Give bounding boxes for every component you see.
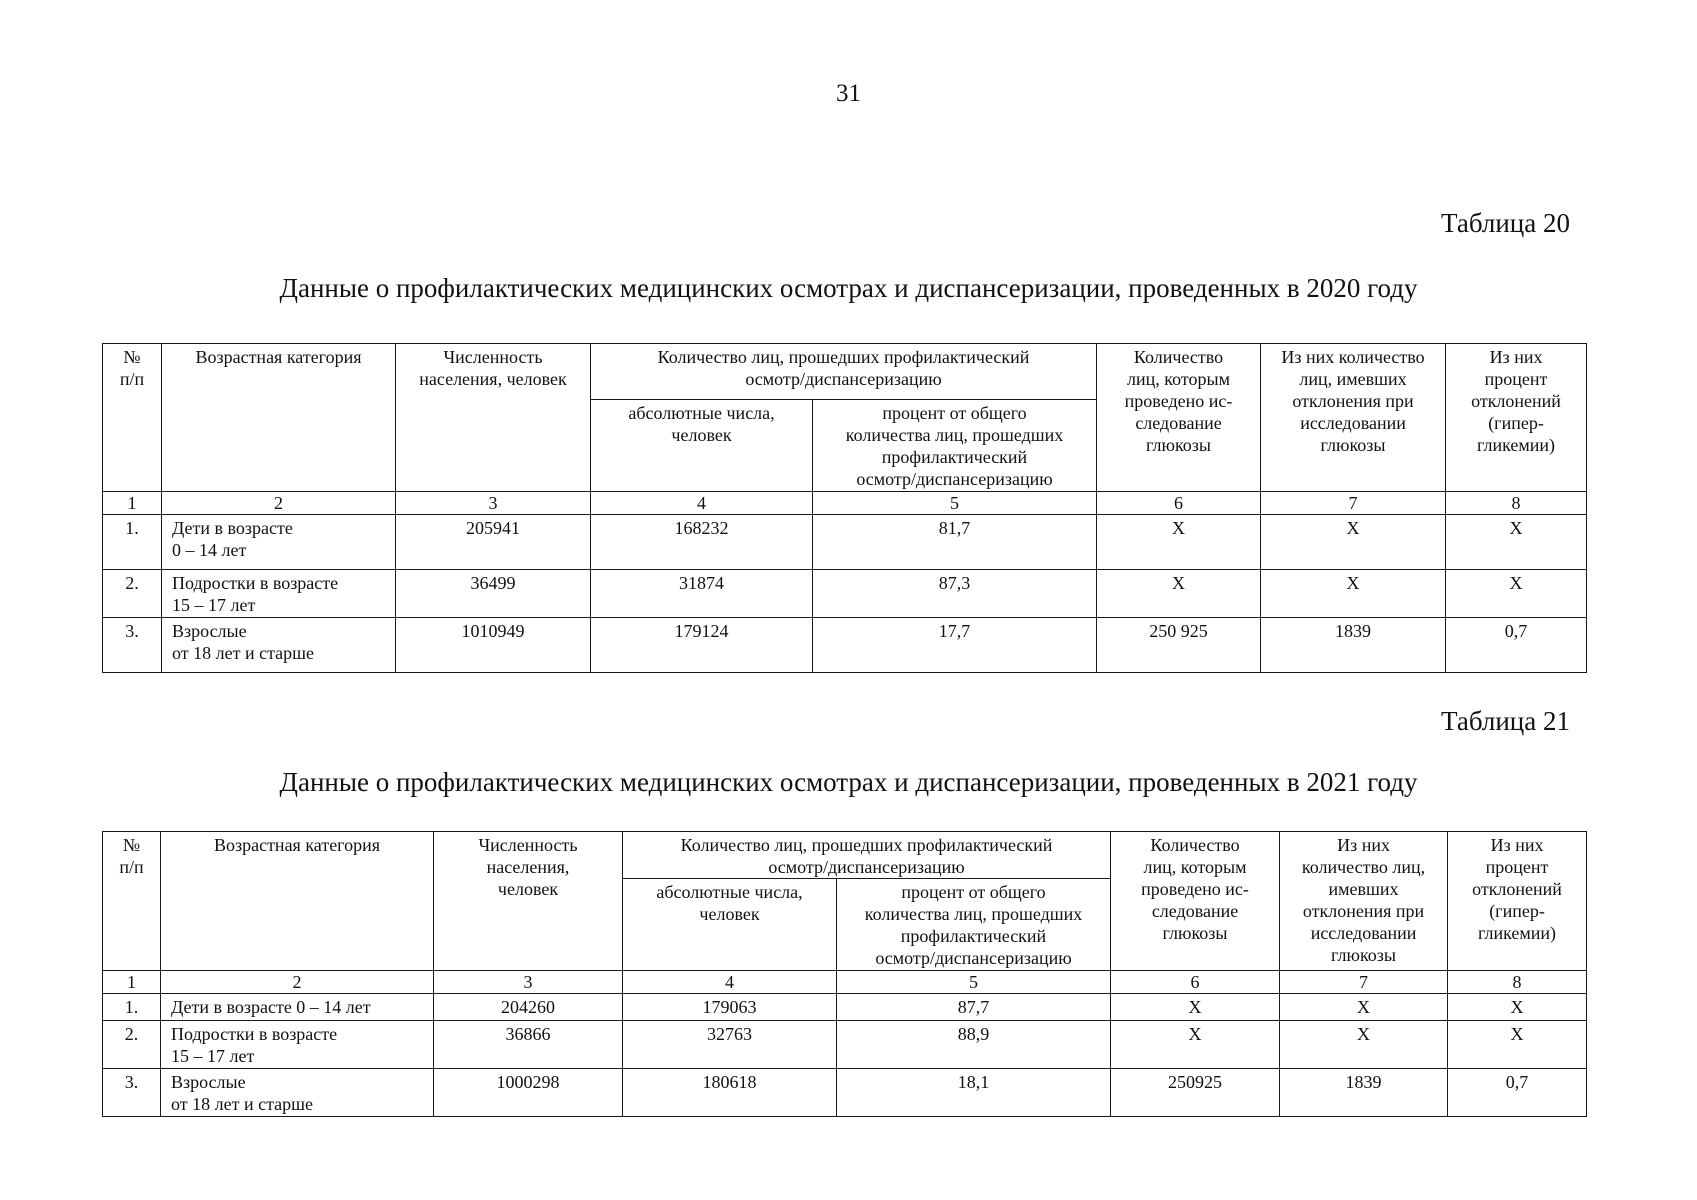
row-deviations: X xyxy=(1280,994,1448,1021)
row-num: 2. xyxy=(103,570,162,618)
column-number: 4 xyxy=(623,971,837,994)
column-number: 7 xyxy=(1280,971,1448,994)
table-row xyxy=(103,994,1587,1021)
header-deviation-percent: Из них процент отклонений (гипер- гликемии) xyxy=(1448,832,1587,971)
column-number: 4 xyxy=(591,492,813,515)
row-percent: 87,3 xyxy=(813,570,1097,618)
header-num: № п/п xyxy=(103,832,161,971)
row-population: 36866 xyxy=(434,1021,623,1069)
table-20 xyxy=(102,343,1587,673)
header-absolute: абсолютные числа, человек xyxy=(623,879,837,971)
row-absolute: 32763 xyxy=(623,1021,837,1069)
header-glucose-tested: Количество лиц, которым проведено ис- следование глюкозы xyxy=(1111,832,1280,971)
row-percent: 18,1 xyxy=(837,1069,1111,1117)
header-passed-group: Количество лиц, прошедших профилактический осмотр/диспансеризацию xyxy=(623,832,1111,879)
column-number: 1 xyxy=(103,492,162,515)
row-absolute: 180618 xyxy=(623,1069,837,1117)
column-number: 2 xyxy=(161,971,434,994)
column-number-row xyxy=(103,971,1587,994)
row-category: Подростки в возрасте 15 – 17 лет xyxy=(162,570,396,618)
row-glucose: X xyxy=(1097,515,1261,570)
row-num: 2. xyxy=(103,1021,161,1069)
row-glucose: X xyxy=(1111,1021,1280,1069)
row-deviations: 1839 xyxy=(1261,618,1446,673)
table-20-label: Таблица 20 xyxy=(1441,208,1570,238)
header-age-category: Возрастная категория xyxy=(161,832,434,971)
row-absolute: 179124 xyxy=(591,618,813,673)
row-glucose: X xyxy=(1111,994,1280,1021)
row-glucose: 250925 xyxy=(1111,1069,1280,1117)
row-deviations: X xyxy=(1261,515,1446,570)
column-number: 5 xyxy=(837,971,1111,994)
row-percent: 17,7 xyxy=(813,618,1097,673)
header-glucose-deviations: Из них количество лиц, имевших отклонения при исследовании глюкозы xyxy=(1280,832,1448,971)
row-category: Взрослые от 18 лет и старше xyxy=(162,618,396,673)
row-deviation-percent: X xyxy=(1448,994,1587,1021)
column-number: 2 xyxy=(162,492,396,515)
column-number: 1 xyxy=(103,971,161,994)
table-row xyxy=(103,570,1587,618)
row-deviation-percent: 0,7 xyxy=(1448,1069,1587,1117)
header-absolute: абсолютные числа, человек xyxy=(591,400,813,492)
row-percent: 88,9 xyxy=(837,1021,1111,1069)
row-deviation-percent: 0,7 xyxy=(1446,618,1587,673)
row-deviation-percent: X xyxy=(1446,515,1587,570)
row-category: Дети в возрасте 0 – 14 лет xyxy=(161,994,434,1021)
table-row xyxy=(103,1069,1587,1117)
row-absolute: 31874 xyxy=(591,570,813,618)
row-deviations: 1839 xyxy=(1280,1069,1448,1117)
column-number: 7 xyxy=(1261,492,1446,515)
header-deviation-percent: Из них процент отклонений (гипер- гликемии) xyxy=(1446,344,1587,492)
row-deviation-percent: X xyxy=(1446,570,1587,618)
column-number: 8 xyxy=(1448,971,1587,994)
row-population: 1010949 xyxy=(396,618,591,673)
row-category: Подростки в возрасте 15 – 17 лет xyxy=(161,1021,434,1069)
row-absolute: 168232 xyxy=(591,515,813,570)
row-num: 1. xyxy=(103,515,162,570)
table-21-title: Данные о профилактических медицинских осмотрах и диспансеризации, проведенных в 2021 году xyxy=(279,767,1418,797)
header-age-category: Возрастная категория xyxy=(162,344,396,492)
table-row xyxy=(103,515,1587,570)
table-20-title: Данные о профилактических медицинских осмотрах и диспансеризации, проведенных в 2020 году xyxy=(279,273,1418,303)
page-number: 31 xyxy=(836,80,861,107)
row-num: 1. xyxy=(103,994,161,1021)
row-population: 204260 xyxy=(434,994,623,1021)
row-deviation-percent: X xyxy=(1448,1021,1587,1069)
header-percent: процент от общего количества лиц, прошедших профилактический осмотр/диспансеризацию xyxy=(837,879,1111,971)
row-category: Дети в возрасте 0 – 14 лет xyxy=(162,515,396,570)
column-number: 3 xyxy=(434,971,623,994)
row-percent: 81,7 xyxy=(813,515,1097,570)
table-row xyxy=(103,1021,1587,1069)
table-21-label: Таблица 21 xyxy=(1441,706,1570,736)
column-number-row xyxy=(103,492,1587,515)
row-num: 3. xyxy=(103,618,162,673)
header-passed-group: Количество лиц, прошедших профилактический осмотр/диспансеризацию xyxy=(591,344,1097,400)
header-glucose-deviations: Из них количество лиц, имевших отклонения при исследовании глюкозы xyxy=(1261,344,1446,492)
row-deviations: X xyxy=(1280,1021,1448,1069)
table-21 xyxy=(102,831,1587,1117)
column-number: 6 xyxy=(1097,492,1261,515)
row-population: 205941 xyxy=(396,515,591,570)
row-deviations: X xyxy=(1261,570,1446,618)
column-number: 3 xyxy=(396,492,591,515)
header-glucose-tested: Количество лиц, которым проведено ис- следование глюкозы xyxy=(1097,344,1261,492)
column-number: 8 xyxy=(1446,492,1587,515)
header-num: № п/п xyxy=(103,344,162,492)
table-row xyxy=(103,618,1587,673)
header-percent: процент от общего количества лиц, прошедших профилактический осмотр/диспансеризацию xyxy=(813,400,1097,492)
row-population: 1000298 xyxy=(434,1069,623,1117)
row-num: 3. xyxy=(103,1069,161,1117)
column-number: 6 xyxy=(1111,971,1280,994)
row-category: Взрослые от 18 лет и старше xyxy=(161,1069,434,1117)
row-absolute: 179063 xyxy=(623,994,837,1021)
header-population: Численность населения, человек xyxy=(434,832,623,971)
header-population: Численность населения, человек xyxy=(396,344,591,492)
column-number: 5 xyxy=(813,492,1097,515)
row-glucose: 250 925 xyxy=(1097,618,1261,673)
row-population: 36499 xyxy=(396,570,591,618)
row-glucose: X xyxy=(1097,570,1261,618)
row-percent: 87,7 xyxy=(837,994,1111,1021)
